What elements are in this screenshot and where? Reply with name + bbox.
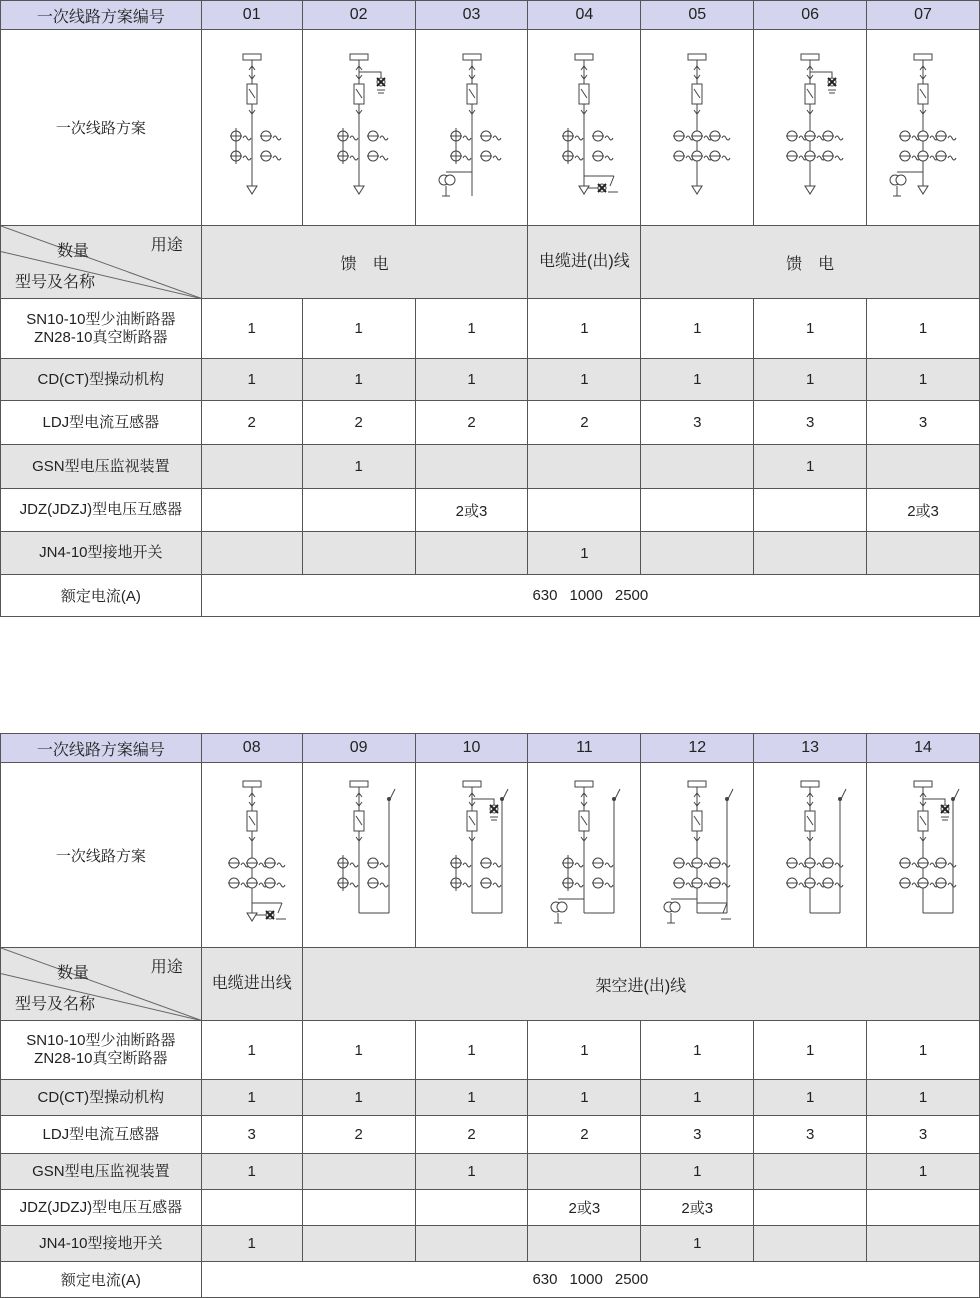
scheme-diagram-row [1, 30, 980, 226]
rated-current-value: 2500 [614, 587, 649, 604]
value-cell [641, 445, 754, 489]
value-cell: 1 [754, 299, 867, 359]
scheme-diagram-cell [415, 763, 528, 948]
usage-cell: 馈 电 [201, 226, 528, 299]
spec-row [1, 445, 980, 489]
scheme-number: 03 [415, 1, 528, 30]
value-cell [754, 532, 867, 575]
value-cell: 1 [201, 1021, 302, 1080]
value-cell: 2或3 [415, 489, 528, 532]
spec-row [1, 1226, 980, 1262]
header-label: 一次线路方案编号 [1, 734, 202, 763]
value-cell: 1 [302, 1080, 415, 1116]
value-cell: 1 [641, 299, 754, 359]
corner-header [1, 226, 202, 299]
row-label-line: JN4-10型接地开关 [39, 1234, 163, 1252]
value-cell [528, 445, 641, 489]
value-cell: 1 [201, 299, 302, 359]
corner-quantity: 数量 [57, 243, 90, 260]
single-line-diagram [760, 775, 860, 935]
scheme-diagram-cell [201, 763, 302, 948]
row-label-line: SN10-10型少油断路器 [26, 1032, 176, 1049]
scheme-diagram-cell [641, 763, 754, 948]
value-cell: 1 [528, 299, 641, 359]
value-cell [754, 1190, 867, 1226]
usage-row [1, 226, 980, 299]
value-cell: 1 [641, 1226, 754, 1262]
value-cell [528, 489, 641, 532]
single-line-diagram [760, 48, 860, 208]
scheme-label: 一次线路方案 [1, 30, 202, 226]
corner-header [1, 948, 202, 1021]
scheme-number: 01 [201, 1, 302, 30]
header-row [1, 1, 980, 30]
value-cell: 1 [415, 1021, 528, 1080]
rated-current-values [201, 1262, 979, 1298]
spec-row [1, 299, 980, 359]
row-label-line: GSN型电压监视装置 [32, 457, 170, 475]
value-cell [867, 1190, 980, 1226]
row-label [1, 1116, 202, 1154]
row-label [1, 1154, 202, 1190]
header-row [1, 734, 980, 763]
single-line-diagram [534, 775, 634, 935]
value-cell [867, 445, 980, 489]
spec-row [1, 1116, 980, 1154]
value-cell: 1 [754, 445, 867, 489]
value-cell [201, 445, 302, 489]
value-cell: 1 [867, 1021, 980, 1080]
single-line-diagram [202, 48, 302, 208]
scheme-label: 一次线路方案 [1, 763, 202, 948]
scheme-diagram-cell [528, 763, 641, 948]
value-cell: 2 [415, 1116, 528, 1154]
value-cell: 1 [201, 359, 302, 401]
value-cell: 1 [528, 1080, 641, 1116]
single-line-diagram [422, 775, 522, 935]
rated-current-value: 630 [532, 1271, 558, 1288]
row-label [1, 532, 202, 575]
value-cell [754, 1226, 867, 1262]
spec-row [1, 401, 980, 445]
rated-current-value: 2500 [614, 1271, 649, 1288]
row-label [1, 1226, 202, 1262]
value-cell: 2 [302, 1116, 415, 1154]
value-cell [302, 1190, 415, 1226]
row-label-line: JDZ(JDZJ)型电压互感器 [19, 501, 183, 518]
scheme-number: 09 [302, 734, 415, 763]
single-line-diagram [873, 775, 973, 935]
value-cell: 3 [754, 1116, 867, 1154]
value-cell: 2 [528, 401, 641, 445]
scheme-diagram-cell [867, 763, 980, 948]
scheme-diagram-cell [201, 30, 302, 226]
single-line-diagram [534, 48, 634, 208]
scheme-number: 08 [201, 734, 302, 763]
value-cell [201, 489, 302, 532]
row-label-line: LDJ型电流互感器 [42, 413, 160, 431]
value-cell: 1 [641, 1021, 754, 1080]
value-cell: 2或3 [867, 489, 980, 532]
single-line-diagram [422, 48, 522, 208]
value-cell: 2或3 [641, 1190, 754, 1226]
usage-cell: 电缆进(出)线 [528, 226, 641, 299]
value-cell: 1 [302, 359, 415, 401]
scheme-number: 07 [867, 1, 980, 30]
value-cell: 3 [867, 1116, 980, 1154]
spec-table [0, 0, 980, 617]
header-label: 一次线路方案编号 [1, 1, 202, 30]
scheme-diagram-cell [754, 30, 867, 226]
value-cell: 3 [641, 1116, 754, 1154]
row-label [1, 445, 202, 489]
value-cell [415, 532, 528, 575]
scheme-number: 14 [867, 734, 980, 763]
value-cell [415, 1226, 528, 1262]
row-label [1, 299, 202, 359]
row-label [1, 401, 202, 445]
value-cell: 1 [415, 1154, 528, 1190]
corner-wrap [1, 948, 201, 1020]
value-cell [302, 489, 415, 532]
spec-row [1, 1021, 980, 1080]
value-cell [528, 1226, 641, 1262]
value-cell: 1 [754, 1080, 867, 1116]
value-cell: 1 [415, 359, 528, 401]
single-line-diagram [202, 775, 302, 935]
scheme-diagram-cell [302, 30, 415, 226]
rated-current-row [1, 575, 980, 617]
usage-cell: 电缆进出线 [201, 948, 302, 1021]
corner-wrap [1, 226, 201, 298]
corner-quantity: 数量 [57, 965, 90, 982]
value-cell [867, 532, 980, 575]
usage-row [1, 948, 980, 1021]
value-cell: 1 [754, 359, 867, 401]
value-cell [754, 1154, 867, 1190]
value-cell: 2或3 [528, 1190, 641, 1226]
scheme-diagram-cell [867, 30, 980, 226]
single-line-diagram [647, 48, 747, 208]
value-cell: 1 [867, 359, 980, 401]
corner-usage: 用途 [150, 237, 183, 254]
value-cell [754, 489, 867, 532]
value-cell [867, 1226, 980, 1262]
scheme-diagram-cell [302, 763, 415, 948]
value-cell: 3 [867, 401, 980, 445]
usage-cell: 架空进(出)线 [302, 948, 979, 1021]
value-cell: 1 [415, 299, 528, 359]
spec-row [1, 359, 980, 401]
scheme-diagram-cell [528, 30, 641, 226]
rated-current-label: 额定电流(A) [1, 575, 202, 617]
value-cell [528, 1154, 641, 1190]
rated-current-label: 额定电流(A) [1, 1262, 202, 1298]
value-cell: 1 [201, 1080, 302, 1116]
value-cell: 2 [528, 1116, 641, 1154]
single-line-diagram [873, 48, 973, 208]
scheme-number: 12 [641, 734, 754, 763]
rated-current-value: 1000 [569, 1271, 603, 1288]
scheme-diagram-row [1, 763, 980, 948]
row-label-line: SN10-10型少油断路器 [26, 310, 176, 328]
scheme-diagram-cell [754, 763, 867, 948]
value-cell: 1 [528, 1021, 641, 1080]
scheme-number: 10 [415, 734, 528, 763]
value-cell [641, 489, 754, 532]
value-cell: 3 [641, 401, 754, 445]
single-line-diagram [309, 48, 409, 208]
value-cell: 1 [641, 1080, 754, 1116]
value-cell: 1 [528, 532, 641, 575]
value-cell [302, 532, 415, 575]
spec-row [1, 1154, 980, 1190]
row-label-line: ZN28-10真空断路器 [34, 1050, 168, 1067]
value-cell [302, 1226, 415, 1262]
scheme-diagram-cell [641, 30, 754, 226]
row-label-line: CD(CT)型操动机构 [37, 1088, 165, 1106]
value-cell: 1 [302, 299, 415, 359]
row-label [1, 1190, 202, 1226]
rated-current-value: 630 [532, 587, 558, 604]
scheme-number: 02 [302, 1, 415, 30]
value-cell [415, 1190, 528, 1226]
row-label [1, 1021, 202, 1080]
value-cell [302, 1154, 415, 1190]
value-cell: 3 [754, 401, 867, 445]
row-label-line: JDZ(JDZJ)型电压互感器 [19, 1198, 183, 1216]
row-label-line: JN4-10型接地开关 [39, 544, 163, 561]
scheme-number: 11 [528, 734, 641, 763]
scheme-number: 06 [754, 1, 867, 30]
value-cell: 2 [201, 401, 302, 445]
row-label [1, 1080, 202, 1116]
value-cell: 1 [201, 1154, 302, 1190]
spec-row [1, 1190, 980, 1226]
value-cell: 1 [641, 1154, 754, 1190]
rated-current-row [1, 1262, 980, 1298]
value-cell: 1 [867, 1080, 980, 1116]
scheme-number: 13 [754, 734, 867, 763]
spec-row [1, 489, 980, 532]
value-cell [201, 1190, 302, 1226]
value-cell [641, 532, 754, 575]
single-line-diagram [647, 775, 747, 935]
value-cell: 2 [415, 401, 528, 445]
value-cell: 1 [415, 1080, 528, 1116]
single-line-diagram [309, 775, 409, 935]
spec-row [1, 532, 980, 575]
value-cell: 1 [528, 359, 641, 401]
row-label [1, 489, 202, 532]
value-cell: 3 [201, 1116, 302, 1154]
value-cell: 1 [641, 359, 754, 401]
value-cell: 1 [201, 1226, 302, 1262]
scheme-number: 05 [641, 1, 754, 30]
value-cell: 1 [754, 1021, 867, 1080]
row-label-line: CD(CT)型操动机构 [37, 370, 165, 388]
scheme-number: 04 [528, 1, 641, 30]
corner-model: 型号及名称 [15, 996, 96, 1013]
rated-current-value: 1000 [569, 587, 603, 604]
value-cell [415, 445, 528, 489]
row-label-line: ZN28-10真空断路器 [34, 328, 168, 346]
value-cell: 2 [302, 401, 415, 445]
usage-cell: 馈 电 [641, 226, 980, 299]
value-cell: 1 [302, 445, 415, 489]
spec-table [0, 733, 980, 1298]
spec-row [1, 1080, 980, 1116]
row-label-line: GSN型电压监视装置 [32, 1162, 170, 1180]
rated-current-values [201, 575, 979, 617]
value-cell [201, 532, 302, 575]
value-cell: 1 [302, 1021, 415, 1080]
value-cell: 1 [867, 1154, 980, 1190]
corner-model: 型号及名称 [15, 274, 96, 291]
scheme-diagram-cell [415, 30, 528, 226]
row-label [1, 359, 202, 401]
corner-usage: 用途 [150, 959, 183, 976]
row-label-line: LDJ型电流互感器 [42, 1125, 160, 1143]
value-cell: 1 [867, 299, 980, 359]
